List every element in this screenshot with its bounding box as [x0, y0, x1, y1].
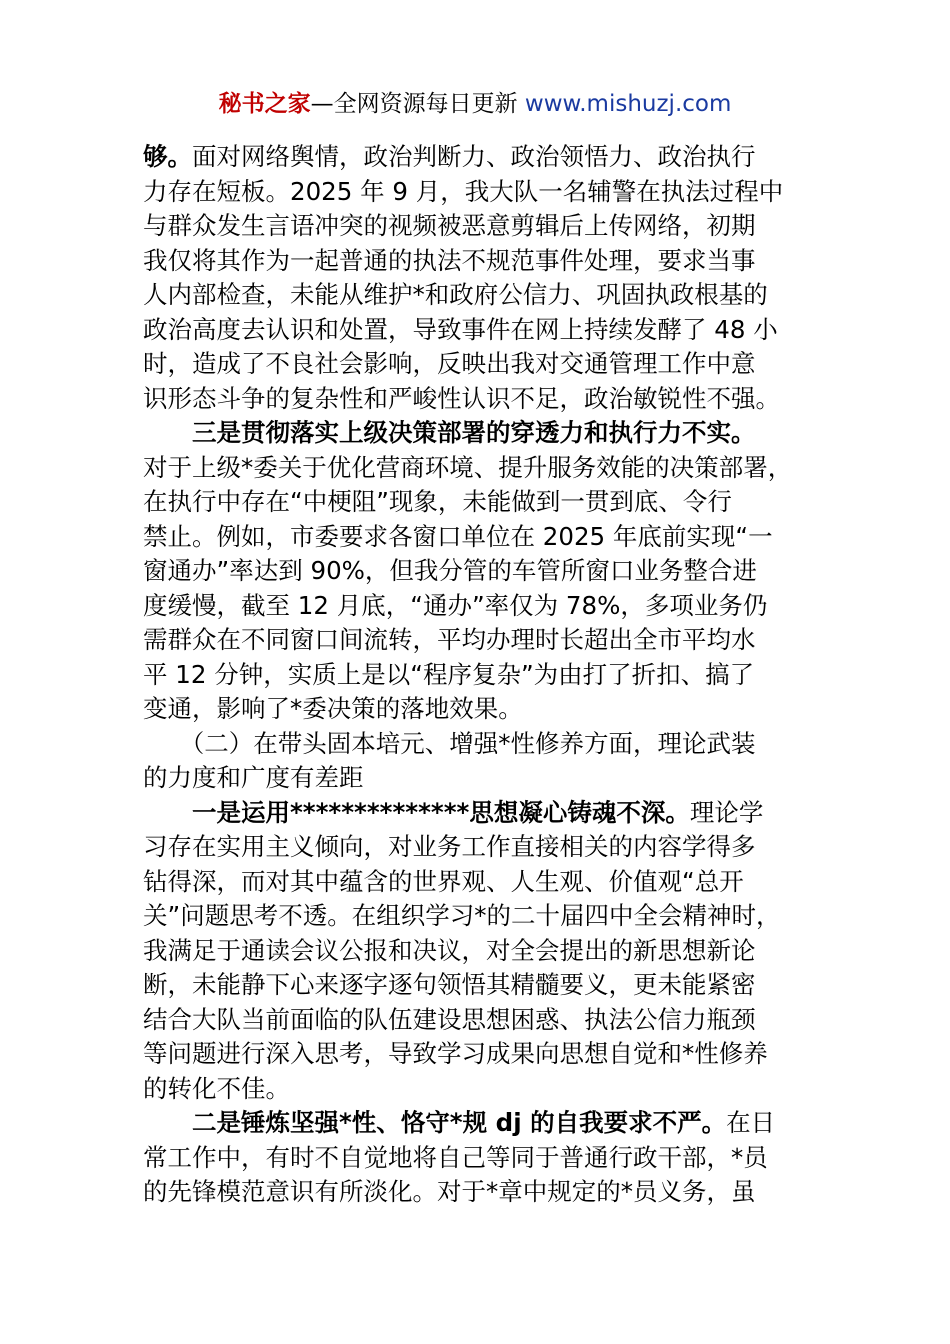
body-text-run: 在日 — [726, 1108, 776, 1137]
body-text-run: 力存在短板。2025 年 9 月，我大队一名辅警在执法过程中 — [143, 176, 784, 206]
body-text-run: 的力度和广度有差距 — [143, 763, 364, 792]
text-line — [143, 1141, 809, 1176]
text-line — [143, 1175, 809, 1210]
text-line — [143, 968, 809, 1003]
body-text-run: 禁止。例如，市委要求各窗口单位在 2025 年底前实现“一 — [143, 521, 773, 551]
body-text-run: 我满足于通读会议公报和决议，对全会提出的新思想新论 — [143, 935, 756, 965]
text-line — [143, 1106, 809, 1141]
body-text-run: 常工作中，有时不自觉地将自己等同于普通行政干部，*员 — [143, 1142, 768, 1172]
bold-heading-text: 三是贯彻落实上级决策部署的穿透力和执行力不实。 — [143, 418, 756, 447]
text-line — [143, 934, 809, 969]
body-text-run: 习存在实用主义倾向，对业务工作直接相关的内容学得多 — [143, 832, 756, 861]
body-text — [143, 140, 809, 1210]
text-line — [143, 416, 809, 451]
text-line — [143, 554, 809, 589]
body-text-run: 时，造成了不良社会影响，反映出我对交通管理工作中意 — [143, 349, 756, 378]
body-text-run: 关”问题思考不透。在组织学习*的二十届四中全会精神时， — [143, 901, 781, 930]
body-text-run: 等问题进行深入思考，导致学习成果向思想自觉和*性修养 — [143, 1039, 768, 1068]
text-line — [143, 382, 809, 417]
body-text-run: 结合大队当前面临的队伍建设思想困惑、执法公信力瓶颈 — [143, 1004, 756, 1034]
text-line — [143, 658, 809, 693]
text-line — [143, 485, 809, 520]
text-line — [143, 140, 809, 175]
bold-heading-text: 一是运用**************思想凝心铸魂不深。 — [143, 797, 690, 827]
text-line — [143, 865, 809, 900]
site-name: 秘书之家 — [218, 91, 311, 117]
site-url-link[interactable]: www.mishuzj.com — [524, 91, 732, 117]
header-tagline: —全网资源每日更新 — [310, 91, 525, 117]
body-text-run: 识形态斗争的复杂性和严峻性认识不足，政治敏锐性不强。 — [143, 383, 780, 413]
body-text-run: 变通，影响了*委决策的落地效果。 — [143, 694, 523, 723]
text-line — [143, 347, 809, 382]
text-line — [143, 830, 809, 865]
text-line — [143, 209, 809, 244]
body-text-run: 度缓慢，截至 12 月底，“通办”率仅为 78%，多项业务仍 — [143, 590, 768, 620]
body-text-run: 与群众发生言语冲突的视频被恶意剪辑后上传网络，初期 — [143, 211, 756, 240]
text-line — [143, 623, 809, 658]
body-text-run: 在执行中存在“中梗阻”现象，未能做到一贯到底、令行 — [143, 487, 732, 516]
text-line — [143, 796, 809, 831]
text-line — [143, 692, 809, 727]
body-text-run: 我仅将其作为一起普通的执法不规范事件处理，要求当事 — [143, 245, 756, 275]
body-text-run: 人内部检查，未能从维护*和政府公信力、巩固执政根基的 — [143, 280, 768, 309]
text-line — [143, 589, 809, 624]
text-line — [143, 520, 809, 555]
body-text-run: 需群众在不同窗口间流转，平均办理时长超出全市平均水 — [143, 625, 756, 654]
text-line — [143, 244, 809, 279]
body-text-run: 钻得深，而对其中蕴含的世界观、人生观、价值观“总开 — [143, 866, 744, 896]
text-line — [143, 1072, 809, 1107]
text-line — [143, 313, 809, 348]
bold-heading-text: 够。 — [143, 142, 192, 171]
body-text-run: 的先锋模范意识有所淡化。对于*章中规定的*员义务，虽 — [143, 1177, 756, 1206]
text-line — [143, 1037, 809, 1072]
page-header — [0, 88, 950, 120]
body-text-run: 理论学 — [689, 797, 764, 827]
body-text-run: 对于上级*委关于优化营商环境、提升服务效能的决策部署， — [143, 452, 793, 482]
text-line — [143, 451, 809, 486]
text-line — [143, 899, 809, 934]
text-line — [143, 761, 809, 796]
body-text-run: 政治高度去认识和处置，导致事件在网上持续发酵了 48 小 — [143, 314, 778, 344]
bold-heading-text: 二是锤炼坚强*性、恪守*规 dj 的自我要求不严。 — [143, 1108, 727, 1137]
body-text-run: 的转化不佳。 — [143, 1073, 290, 1103]
body-text-run: （二）在带头固本培元、增强*性修养方面，理论武装 — [143, 728, 756, 758]
text-line — [143, 175, 809, 210]
body-text-run: 窗通办”率达到 90%，但我分管的车管所窗口业务整合进 — [143, 556, 757, 585]
body-text-run: 面对网络舆情，政治判断力、政治领悟力、政治执行 — [192, 142, 756, 171]
text-line — [143, 727, 809, 762]
body-text-run: 断，未能静下心来逐字逐句领悟其精髓要义，更未能紧密 — [143, 970, 756, 999]
body-text-run: 平 12 分钟，实质上是以“程序复杂”为由打了折扣、搞了 — [143, 659, 755, 689]
text-line — [143, 278, 809, 313]
text-line — [143, 1003, 809, 1038]
